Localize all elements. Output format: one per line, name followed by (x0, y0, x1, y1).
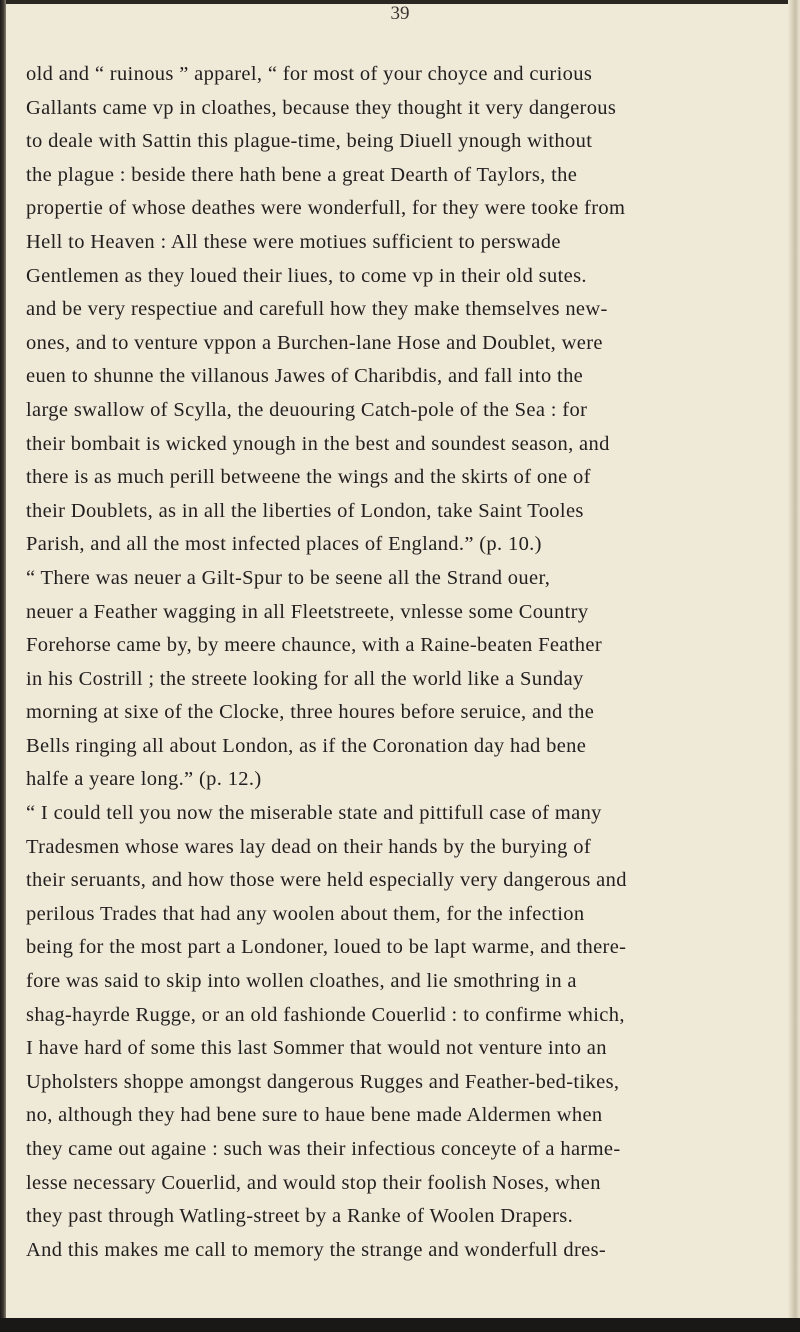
text-line: perilous Trades that had any woolen about them, for the infection (26, 902, 585, 925)
text-line: Gentlemen as they loued their liues, to come vp in their old sutes. (26, 264, 587, 287)
text-line: shag-hayrde Rugge, or an old fashionde Couerlid : to confirme which, (26, 1003, 625, 1026)
text-line: being for the most part a Londoner, loued to be lapt warme, and there- (26, 936, 627, 959)
text-line: And this makes me call to memory the strange and wonderfull dres- (26, 1238, 607, 1261)
text-line: and be very respectiue and carefull how they make themselves new- (26, 298, 608, 321)
text-line: old and “ ruinous ” apparel, “ for most of your choyce and curious (26, 63, 593, 85)
text-line: “ There was neuer a Gilt-Spur to be seene all the Strand ouer, (26, 566, 551, 589)
text-line: fore was said to skip into wollen cloathes, and lie smothring in a (26, 970, 577, 993)
text-line: to deale with Sattin this plague-time, being Diuell ynough without (26, 130, 593, 153)
text-line: ones, and to venture vppon a Burchen-lane Hose and Doublet, were (26, 331, 603, 354)
page-right-edge (788, 0, 800, 1332)
text-line: their seruants, and how those were held especially very dangerous and (26, 869, 627, 892)
text-line: the plague : beside there hath bene a great Dearth of Taylors, the (26, 163, 578, 186)
text-line: “ I could tell you now the miserable state and pittifull case of many (26, 802, 602, 825)
text-line: propertie of whose deathes were wonderfull, for they were tooke from (26, 197, 626, 220)
text-line: neuer a Feather wagging in all Fleetstreete, vnlesse some Country (26, 600, 589, 623)
text-line: halfe a yeare long.” (p. 12.) (26, 768, 262, 791)
text-line: Upholsters shoppe amongst dangerous Rugges and Feather-bed-tikes, (26, 1070, 620, 1093)
body-text (26, 58, 786, 1267)
text-line: they came out againe : such was their infectious conceyte of a harme- (26, 1138, 621, 1160)
text-line: in his Costrill ; the streete looking for all the world like a Sunday (26, 667, 584, 690)
text-line: Hell to Heaven : All these were motiues sufficient to perswade (26, 230, 561, 253)
text-line: Bells ringing all about London, as if the Coronation day had bene (26, 734, 587, 757)
text-line: morning at sixe of the Clocke, three houres before seruice, and the (26, 701, 595, 724)
text-line: Parish, and all the most infected places of England.” (p. 10.) (26, 533, 542, 556)
text-line: their Doublets, as in all the liberties of London, take Saint Tooles (26, 499, 584, 522)
text-line: Tradesmen whose wares lay dead on their hands by the burying of (26, 835, 591, 858)
page-left-edge (0, 0, 6, 1332)
text-line: large swallow of Scylla, the deuouring Catch-pole of the Sea : for (26, 398, 588, 421)
page-number: 39 (390, 3, 410, 24)
page-bottom-edge (0, 1318, 800, 1332)
text-line: I have hard of some this last Sommer that would not venture into an (26, 1037, 607, 1060)
text-line: Forehorse came by, by meere chaunce, with a Raine-beaten Feather (26, 634, 603, 657)
text-line: there is as much perill betweene the wings and the skirts of one of (26, 466, 591, 489)
text-line: lesse necessary Couerlid, and would stop their foolish Noses, when (26, 1171, 601, 1194)
text-line: euen to shunne the villanous Jawes of Charibdis, and fall into the (26, 365, 584, 388)
text-line: no, although they had bene sure to haue bene made Aldermen when (26, 1104, 603, 1127)
text-line: they past through Watling-street by a Ranke of Woolen Drapers. (26, 1205, 574, 1228)
text-line: Gallants came vp in cloathes, because they thought it very dangerous (26, 96, 617, 119)
text-line: their bombait is wicked ynough in the best and soundest season, and (26, 432, 610, 455)
